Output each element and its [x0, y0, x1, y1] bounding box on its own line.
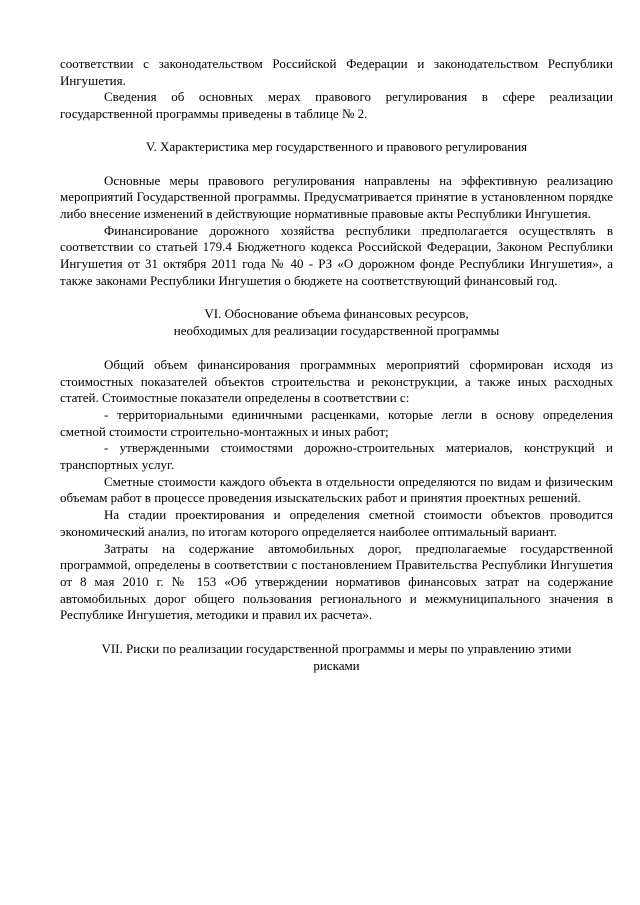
list-item-territorial-rates: - территориальными единичными расценками, которые легли в основу определения сметной стоимости строительно-монтажных и иных работ;: [60, 406, 613, 439]
section-heading-vi-line2: необходимых для реализации государственной программы: [173, 323, 500, 339]
document-page: [60, 56, 613, 675]
section-heading-vi-line1: VI. Обоснование объема финансовых ресурсов,: [204, 306, 469, 322]
paragraph-total-financing: Общий объем финансирования программных мероприятий сформирован исходя из стоимостных показателей объектов строительства и реконструкции, а также иных расходных статей. Стоимостные показатели определены в соответствии с:: [60, 356, 613, 406]
list-item-approved-costs: - утвержденными стоимостями дорожно-строительных материалов, конструкций и транспортных услуг.: [60, 440, 613, 473]
paragraph-table-reference: Сведения об основных мерах правового регулирования в сфере реализации государственной программы приведены в таблице № 2.: [60, 89, 613, 122]
section-heading-vii-line2: рисками: [313, 657, 360, 673]
paragraph-road-financing: Финансирование дорожного хозяйства республики предполагается осуществлять в соответствии со статьей 179.4 Бюджетного кодекса Российской Федерации, Законом Республики Ингушетия от 31 октября 2011 года № 40 - РЗ «О дорожном фонде Республики Ингушетия», а также законами Республики Ингушетия о бюджете на соответствующий финансовый год.: [60, 222, 613, 288]
paragraph-maintenance-costs: Затраты на содержание автомобильных дорог, предполагаемые государственной программой, определены в соответствии с постановлением Правительства Республики Ингушетия от 8 мая 2010 г. № 153 «Об утверждении нормативов финансовых затрат на содержание автомобильных дорог общего пользования регионального и межмуниципального значения в Республике Ингушетия, методики и правил их расчета».: [60, 540, 613, 623]
paragraph-estimated-costs: Сметные стоимости каждого объекта в отдельности определяются по видам и физическим объемам работ в процессе проведения изыскательских работ и принятия проектных решений.: [60, 473, 613, 506]
section-heading-vii-line1: VII. Риски по реализации государственной программы и меры по управлению этими: [101, 641, 572, 657]
section-heading-v: V. Характеристика мер государственного и правового регулирования: [145, 138, 528, 154]
paragraph-design-stage: На стадии проектирования и определения сметной стоимости объектов проводится экономический анализ, по итогам которого определяется наиболее оптимальный вариант.: [60, 507, 613, 539]
paragraph-regulation-measures: Основные меры правового регулирования направлены на эффективную реализацию мероприятий Государственной программы. Предусматривается принятие в установленном порядке либо внесение изменений в действующие нормативные правовые акты Республики Ингушетия.: [60, 172, 613, 221]
paragraph-legislation-compliance: соответствии с законодательством Российской Федерации и законодательством Республики Ингушетия.: [60, 56, 613, 88]
